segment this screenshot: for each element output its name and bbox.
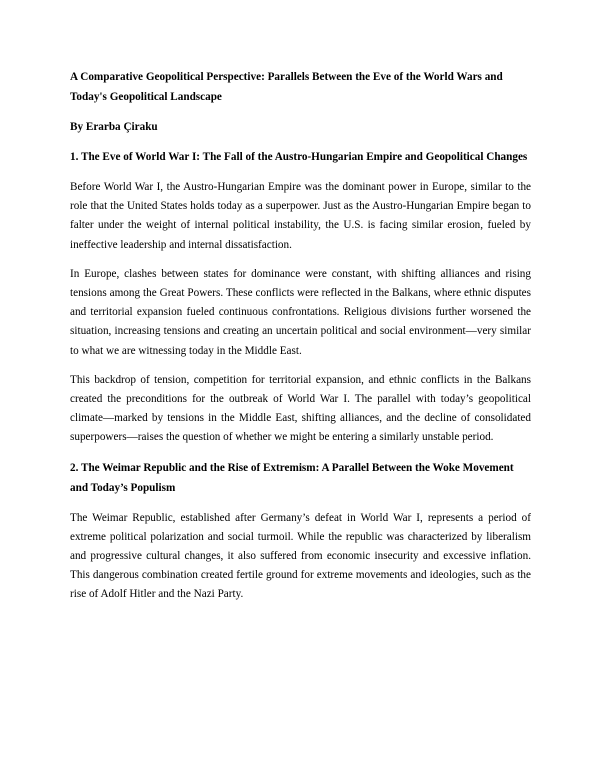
section-1-paragraph-2: In Europe, clashes between states for dominance were constant, with shifting alliances and rising tensions among the Great Powers. These conflicts were reflected in the Balkans, where ethnic disputes and territorial expansion fueled continuous confrontations. Religious divisions further worsened the situation, increasing tensions and creating an uncertain political and social environment—very similar to what we are witnessing today in the Middle East. — [70, 267, 531, 357]
section-1-paragraph-1: Before World War I, the Austro-Hungarian Empire was the dominant power in Europe, similar to the role that the United States holds today as a superpower. Just as the Austro-Hungarian Empire began to falter under the weight of internal political instability, the U.S. is facing similar erosion, fueled by ineffective leadership and internal dissatisfaction. — [70, 181, 531, 251]
section-2-heading: 2. The Weimar Republic and the Rise of Extremism: A Parallel Between the Woke Movement and Today’s Populism — [70, 461, 514, 494]
document-title: A Comparative Geopolitical Perspective: Parallels Between the Eve of the World Wars and Today's Geopolitical Landscape — [70, 71, 503, 103]
section-2-paragraph-1: The Weimar Republic, established after Germany’s defeat in World War I, represents a period of extreme political polarization and social turmoil. While the republic was characterized by liberalism and progressive cultural changes, it also suffered from economic insecurity and excessive inflation. This dangerous combination created fertile ground for extreme movements and ideologies, such as the rise of Adolf Hitler and the Nazi Party. — [70, 511, 531, 601]
document-body — [70, 67, 531, 615]
author-byline: By Erarba Çiraku — [70, 121, 158, 133]
section-1-paragraph-3: This backdrop of tension, competition for territorial expansion, and ethnic conflicts in the Balkans created the preconditions for the outbreak of World War I. The parallel with today’s geopolitical climate—marked by tensions in the Middle East, shifting alliances, and the decline of consolidated superpowers—raises the question of whether we might be entering a similarly unstable period. — [70, 373, 531, 444]
section-1-heading: 1. The Eve of World War I: The Fall of the Austro-Hungarian Empire and Geopolitical Changes — [70, 151, 528, 163]
